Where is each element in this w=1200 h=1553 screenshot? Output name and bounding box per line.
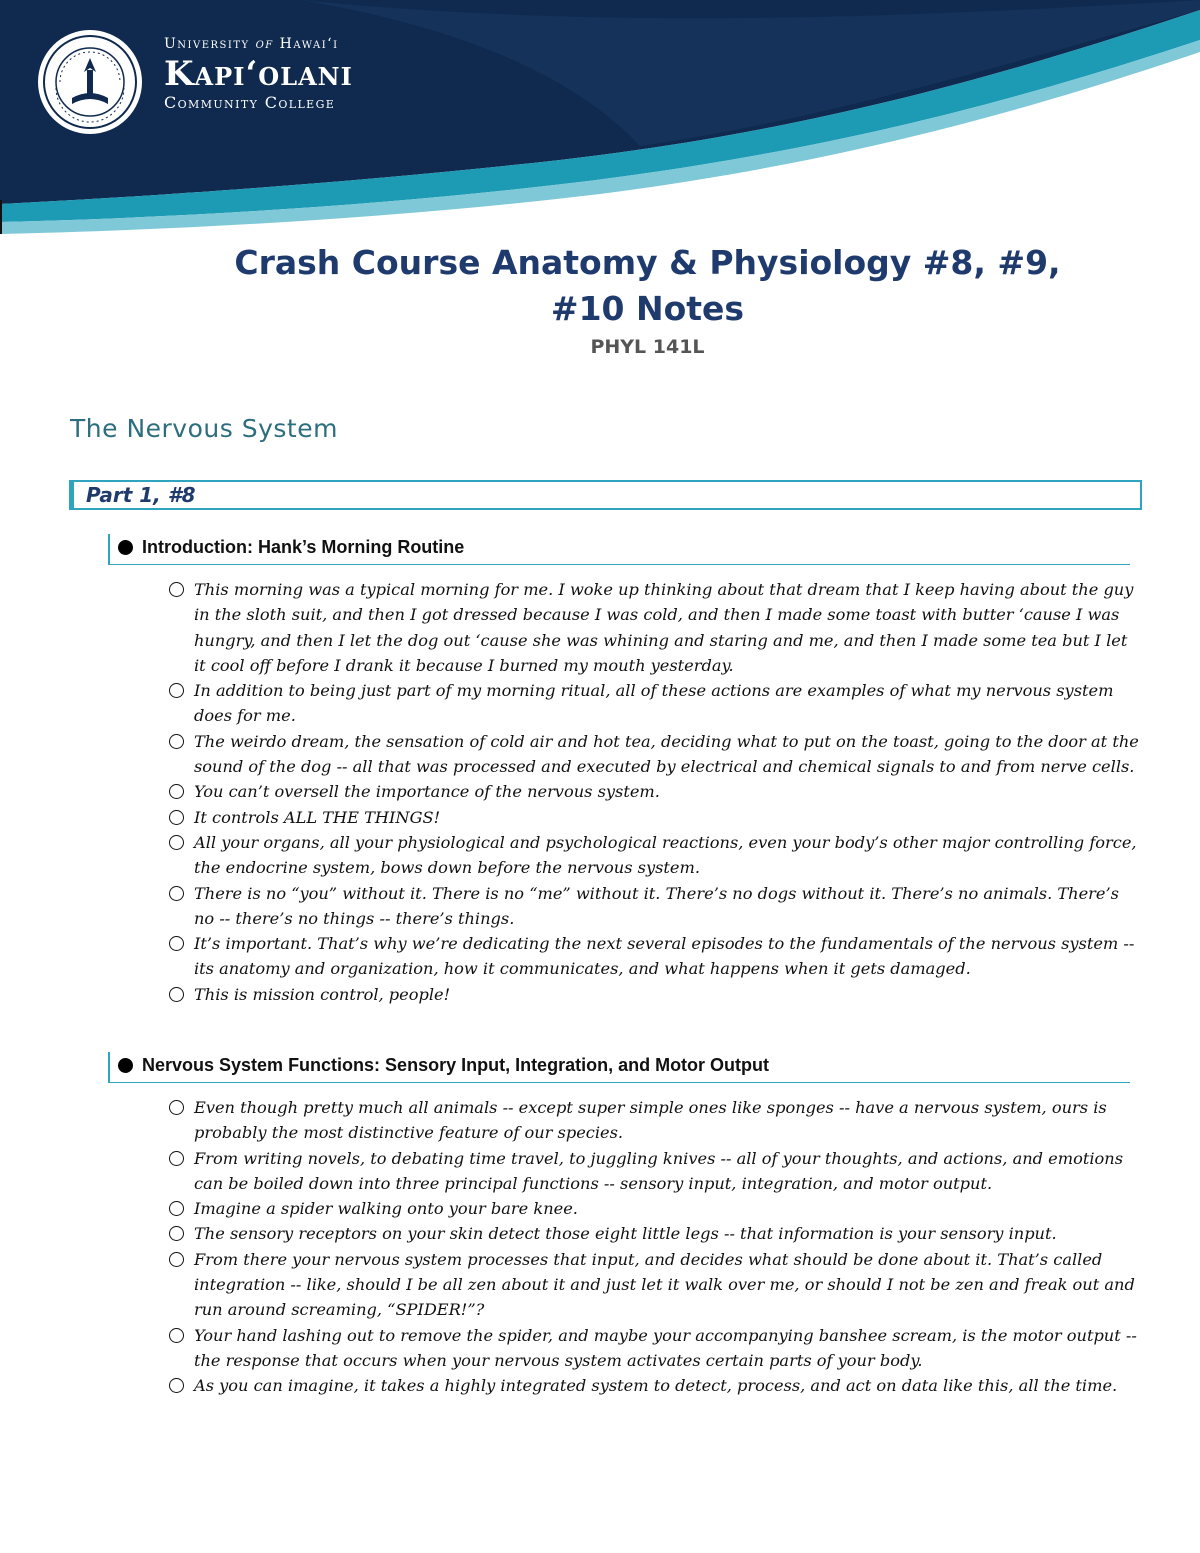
list-item: The sensory receptors on your skin detect those eight little legs -- that information is your sensory input.	[168, 1221, 1143, 1246]
list-item: From there your nervous system processes that input, and decides what should be done about it. That’s called integration -- like, should I be all zen about it and just let it walk over me, or should I not be zen and freak out and run around screaming, “SPIDER!”?	[168, 1247, 1143, 1323]
topic-introduction-list	[168, 577, 1143, 1007]
circle-bullet-icon	[169, 1252, 184, 1267]
list-item: This is mission control, people!	[168, 982, 1143, 1007]
list-item: From writing novels, to debating time travel, to juggling knives -- all of your thoughts, and actions, and emotions can be boiled down into three principal functions -- sensory input, integration, and motor output.	[168, 1146, 1143, 1197]
circle-bullet-icon	[169, 734, 184, 749]
list-item: As you can imagine, it takes a highly integrated system to detect, process, and act on data like this, all the time.	[168, 1373, 1143, 1398]
circle-bullet-icon	[169, 582, 184, 597]
part-heading: Part 1, #8	[86, 483, 196, 507]
part-heading-box	[69, 480, 1142, 510]
topic-title: Introduction: Hank’s Morning Routine	[142, 537, 465, 557]
circle-bullet-icon	[169, 1100, 184, 1115]
filled-bullet-icon	[118, 540, 133, 555]
topic-title: Nervous System Functions: Sensory Input, Integration, and Motor Output	[142, 1055, 770, 1075]
circle-bullet-icon	[169, 1151, 184, 1166]
list-item: Your hand lashing out to remove the spider, and maybe your accompanying banshee scream, is the motor output -- the response that occurs when your nervous system activates certain parts of your body.	[168, 1323, 1143, 1374]
list-item: Even though pretty much all animals -- except super simple ones like sponges -- have a nervous system, ours is probably the most distinctive feature of our species.	[168, 1095, 1143, 1146]
circle-bullet-icon	[169, 1378, 184, 1393]
list-item: The weirdo dream, the sensation of cold air and hot tea, deciding what to put on the toast, going to the door at the sound of the dog -- all that was processed and executed by electrical and chemical signals to and from nerve cells.	[168, 729, 1143, 780]
topic-functions-list	[168, 1095, 1143, 1399]
document-title: Crash Course Anatomy & Physiology #8, #9, #10 Notes	[234, 243, 1061, 328]
circle-bullet-icon	[169, 987, 184, 1002]
course-code: PHYL 141L	[590, 336, 705, 358]
filled-bullet-icon	[118, 1058, 133, 1073]
list-item: In addition to being just part of my morning ritual, all of these actions are examples of what my nervous system does for me.	[168, 678, 1143, 729]
circle-bullet-icon	[169, 683, 184, 698]
list-item: It controls ALL THE THINGS!	[168, 805, 1143, 830]
college-name: Kapiʻolani	[164, 54, 353, 94]
circle-bullet-icon	[169, 835, 184, 850]
circle-bullet-icon	[169, 1328, 184, 1343]
circle-bullet-icon	[169, 936, 184, 951]
list-item: Imagine a spider walking onto your bare knee.	[168, 1196, 1143, 1221]
circle-bullet-icon	[169, 1201, 184, 1216]
list-item: There is no “you” without it. There is no “me” without it. There’s no dogs without it. There’s no animals. There’s no -- there’s no things -- there’s things.	[168, 881, 1143, 932]
university-name: University of Hawaiʻi	[164, 36, 339, 52]
page-edge-rule	[0, 200, 2, 234]
topic-heading-functions	[108, 1052, 1130, 1083]
circle-bullet-icon	[169, 886, 184, 901]
university-seal	[36, 28, 144, 136]
list-item: This morning was a typical morning for me. I woke up thinking about that dream that I keep having about the guy in the sloth suit, and then I got dressed because I was cold, and then I made some toast with butter ‘cause I was hungry, and then I let the dog out ‘cause she was whining and staring and me, and then I made some tea but I let it cool off before I drank it because I burned my mouth yesterday.	[168, 577, 1143, 678]
list-item: All your organs, all your physiological and psychological reactions, even your body’s other major controlling force, the endocrine system, bows down before the nervous system.	[168, 830, 1143, 881]
header-banner	[0, 0, 1200, 235]
circle-bullet-icon	[169, 1226, 184, 1241]
topic-heading-introduction	[108, 534, 1130, 565]
college-logo-text	[164, 36, 353, 112]
section-title: The Nervous System	[70, 414, 338, 443]
circle-bullet-icon	[169, 810, 184, 825]
college-subtitle: Community College	[164, 93, 336, 112]
list-item: It’s important. That’s why we’re dedicating the next several episodes to the fundamentals of the nervous system -- its anatomy and organization, how it communicates, and what happens when it gets damaged.	[168, 931, 1143, 982]
list-item: You can’t oversell the importance of the nervous system.	[168, 779, 1143, 804]
circle-bullet-icon	[169, 784, 184, 799]
